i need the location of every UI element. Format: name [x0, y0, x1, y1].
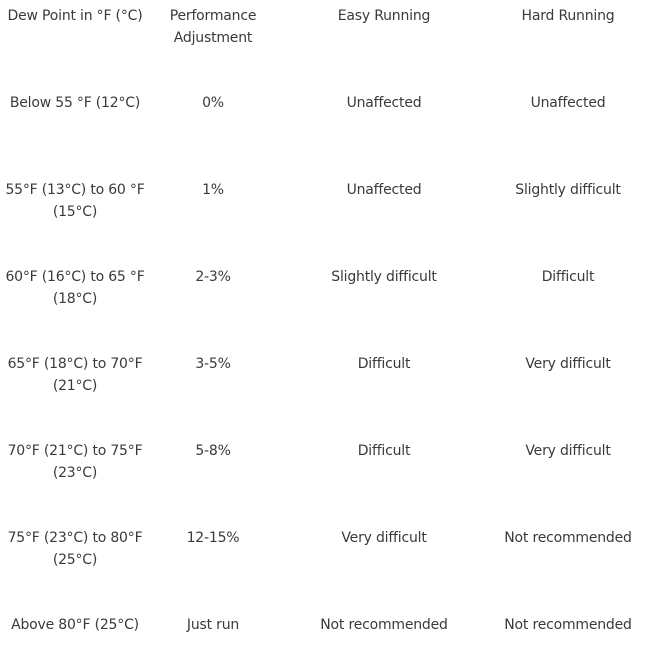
cell-easy-running: Unaffected — [346, 95, 422, 111]
cell-hard-running: Unaffected — [530, 95, 606, 111]
table-row — [0, 614, 669, 636]
cell-dew-point: 65°F (18°C) to 70°F (21°C) — [7, 356, 143, 394]
cell-dew-point: 55°F (13°C) to 60 °F (15°C) — [5, 182, 145, 220]
cell-dew-point: Above 80°F (25°C) — [11, 617, 139, 633]
cell-performance-adjustment: 5-8% — [195, 443, 231, 459]
cell-performance-adjustment: 1% — [202, 182, 224, 198]
table-row — [0, 179, 669, 223]
table-row — [0, 440, 669, 484]
table-row — [0, 92, 669, 114]
cell-easy-running: Not recommended — [320, 617, 448, 633]
cell-performance-adjustment: 2-3% — [195, 269, 231, 285]
table-row — [0, 353, 669, 397]
cell-easy-running: Difficult — [357, 443, 411, 459]
cell-dew-point: 75°F (23°C) to 80°F (25°C) — [7, 530, 143, 568]
table-header-row — [0, 5, 669, 49]
cell-performance-adjustment: 3-5% — [195, 356, 231, 372]
cell-dew-point: 60°F (16°C) to 65 °F (18°C) — [5, 269, 145, 307]
cell-easy-running: Difficult — [357, 356, 411, 372]
cell-dew-point: 70°F (21°C) to 75°F (23°C) — [7, 443, 143, 481]
cell-performance-adjustment: 0% — [202, 95, 224, 111]
header-dew-point: Dew Point in °F (°C) — [7, 8, 143, 24]
header-performance-adjustment: Performance Adjustment — [169, 8, 257, 46]
cell-hard-running: Not recommended — [504, 617, 632, 633]
table-row — [0, 527, 669, 571]
table-row — [0, 266, 669, 310]
header-easy-running: Easy Running — [337, 8, 431, 24]
cell-hard-running: Very difficult — [525, 356, 611, 372]
cell-easy-running: Very difficult — [341, 530, 427, 546]
cell-hard-running: Slightly difficult — [515, 182, 621, 198]
cell-hard-running: Not recommended — [504, 530, 632, 546]
cell-easy-running: Unaffected — [346, 182, 422, 198]
cell-hard-running: Very difficult — [525, 443, 611, 459]
cell-performance-adjustment: Just run — [186, 617, 240, 633]
cell-performance-adjustment: 12-15% — [186, 530, 240, 546]
cell-hard-running: Difficult — [541, 269, 595, 285]
header-hard-running: Hard Running — [521, 8, 615, 24]
cell-easy-running: Slightly difficult — [331, 269, 437, 285]
cell-dew-point: Below 55 °F (12°C) — [9, 95, 141, 111]
